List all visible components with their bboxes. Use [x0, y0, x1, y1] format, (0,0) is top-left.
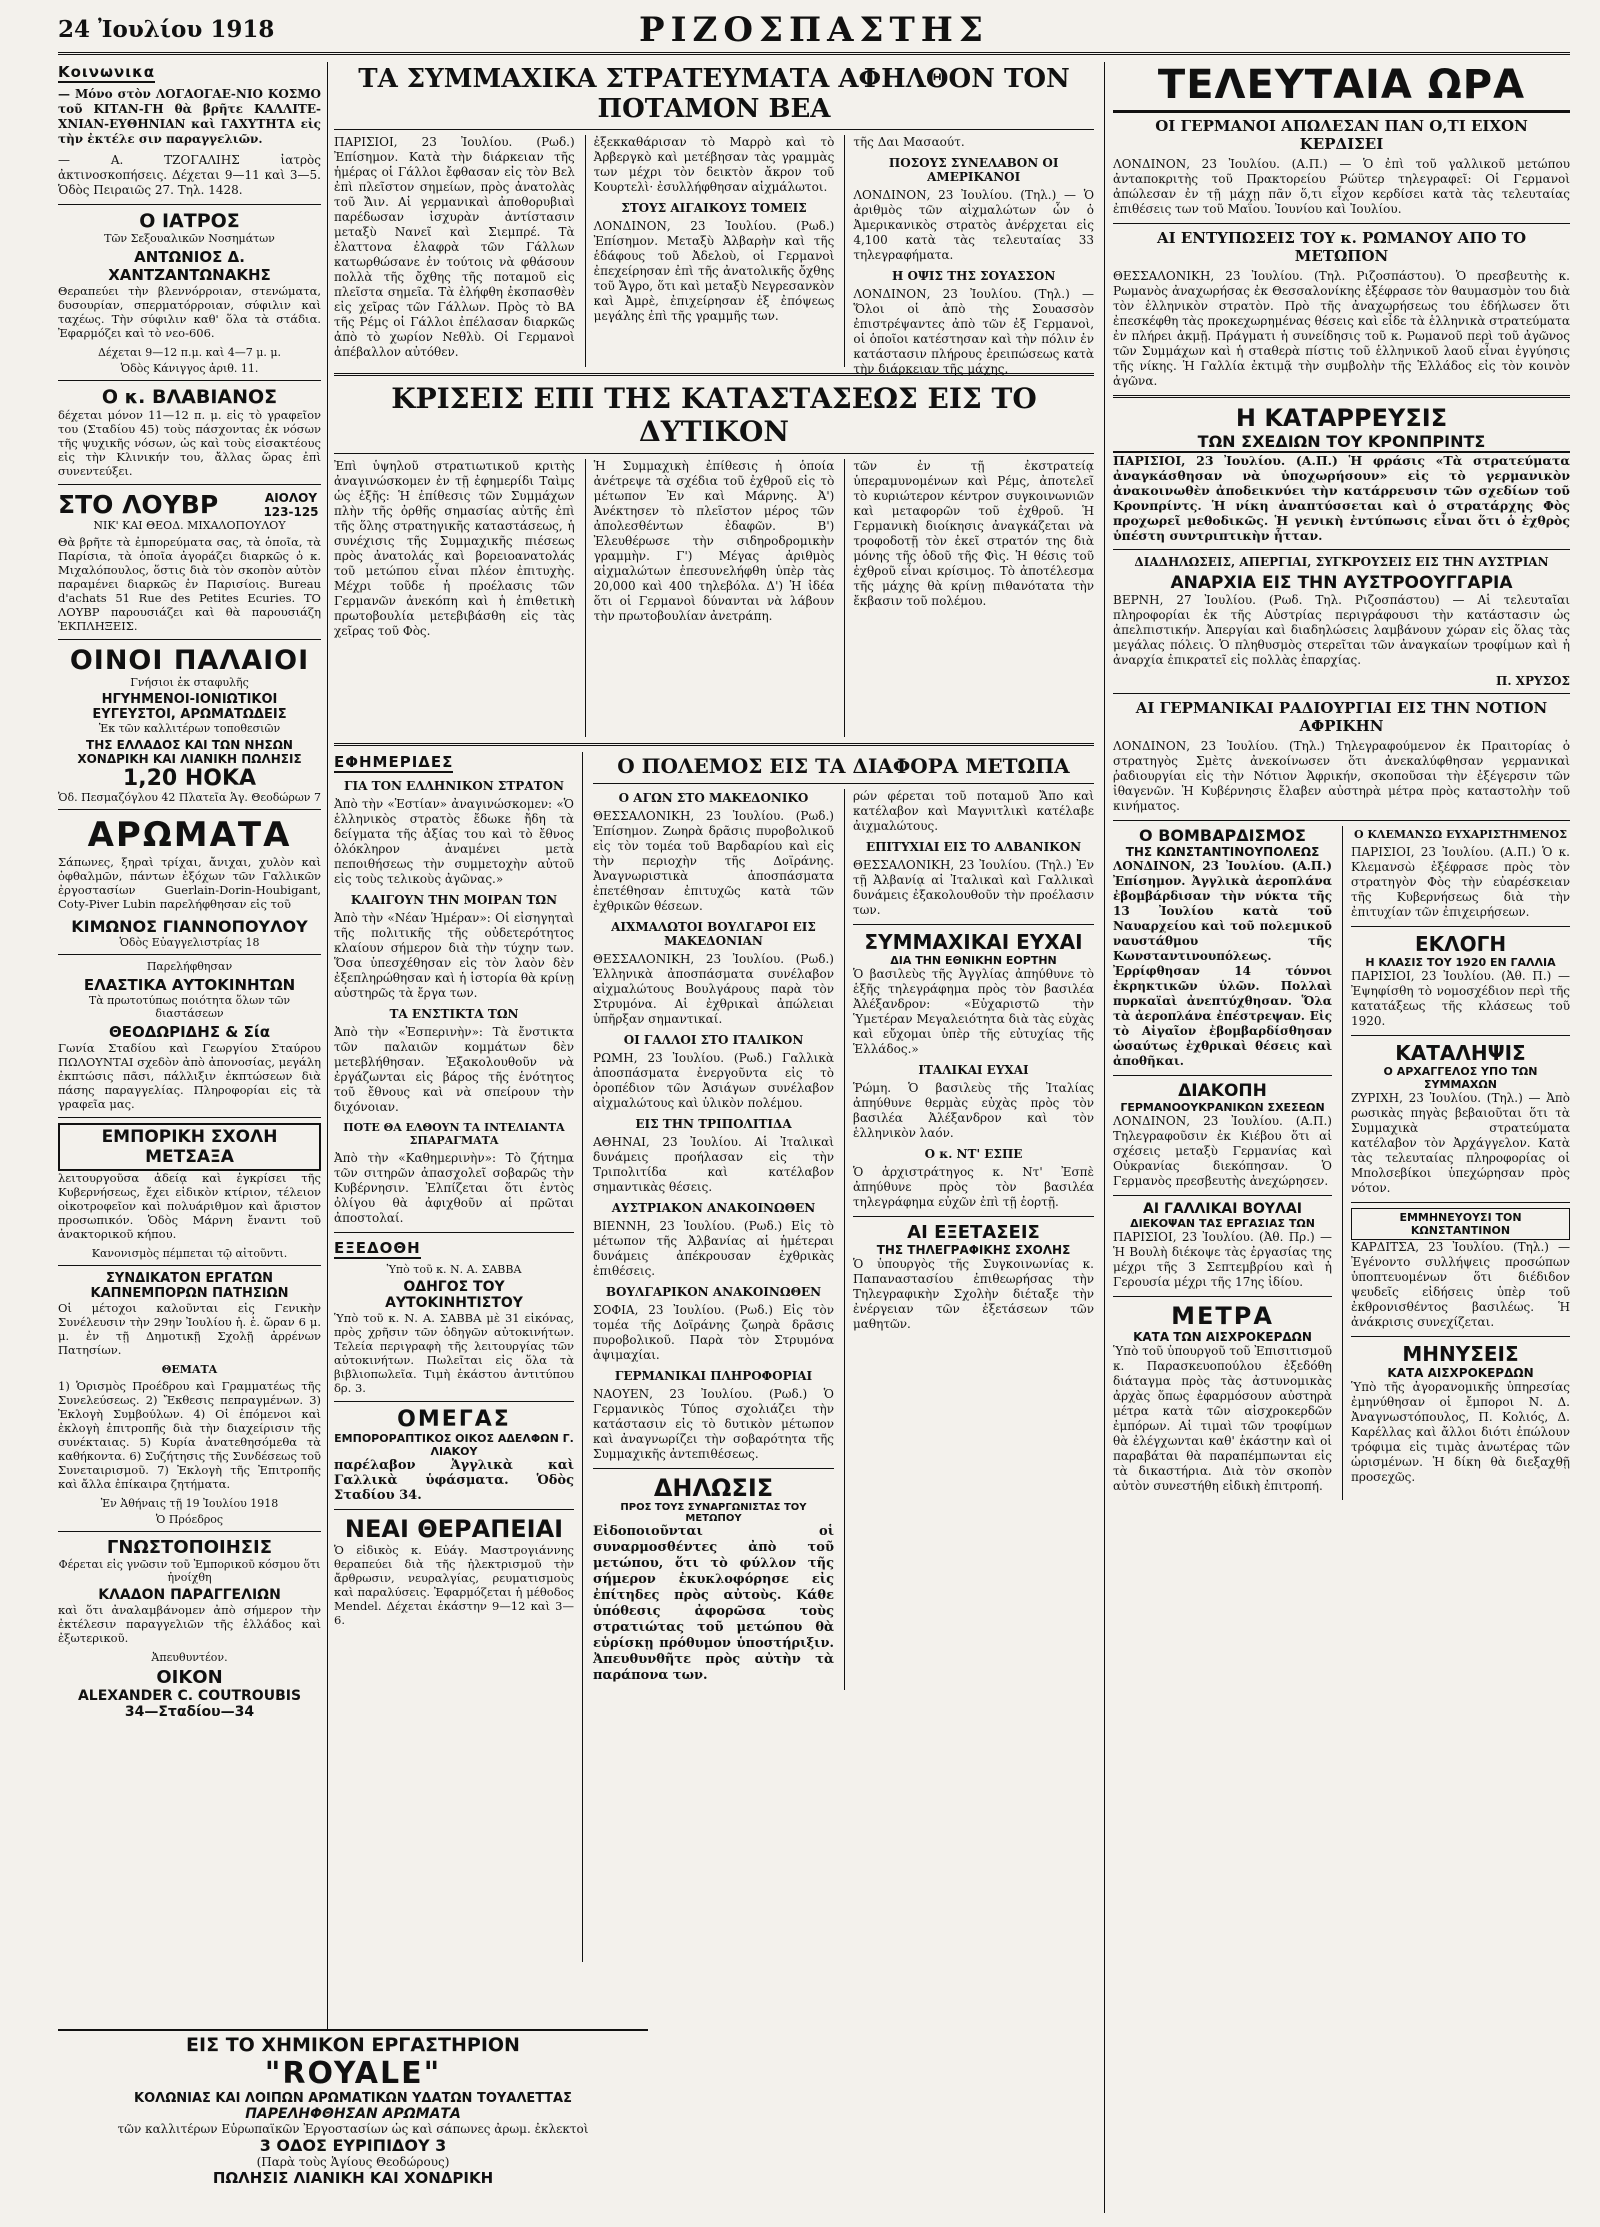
syllogos-subhead: ΘΕΜΑΤΑ	[161, 1363, 218, 1376]
royale-line-7: (Παρὰ τοὺς Ἁγίους Θεοδώρους)	[256, 2155, 450, 2169]
vlavianos-text: δέχεται μόνον 11—12 π. μ. εἰς τὸ γραφεῖον του (Σταδίου 45) τοὺς πάσχοντας ἐκ νόσων τῆς ψυχικῆς νόσων, ὡς καὶ τοὺς εἰσακτέους εἰς τὴν Κλινικήν του, ἄλλας ὥρας ἐπὶ συνεντεύξει.	[58, 408, 321, 478]
elastika-text-2: Γωνία Σταδίου καὶ Γεωργίου Σταύρου ΠΩΛΟΥΝΤΑΙ σχεδὸν ἀπὸ ἀπονοσίας, μεγάλη ἐκπτώσις πᾶσι, πάλλιξιν ἐκπτώσεων διὰ πάσης παραγγελίας. Πληροφορίαι εἰς τὰ γραφεῖα μας.	[58, 1041, 321, 1111]
metra-head: ΜΕΤΡΑ	[1171, 1302, 1274, 1330]
emporiki-text: λειτουργοῦσα ἀδείᾳ καὶ ἐγκρίσει τῆς Κυβερνήσεως, ἔχει εἰδικὸν κτίριον, τέλειον οἰκοτροφεῖον καὶ πολυάριθμον καὶ ἄριστον προσωπικόν. Ὁδὸς Μάρνη ἔναντι τοῦ ἀνακτορικοῦ κήπου.	[58, 1171, 321, 1241]
polemos-t2: ΘΕΣΣΑΛΟΝΙΚΗ, 23 Ἰουλίου. (Ρωδ.) Ἑλληνικὰ ἀποσπάσματα συνέλαβον αἰχμαλώτους Βουλγάρους παρὰ τὸν Στρυμόνα. Αἱ ἐχθρικαὶ ἀπώλειαι ὑπῆρξαν σημαντικαί.	[593, 952, 834, 1026]
top-col-2: ἐξεκκαθάρισαν τὸ Μαρρὸ καὶ τὸ Ἀρβεργκὸ καὶ μετέβησαν τὰς γραμμὰς των μέχρι τὸν δεικτὸν ἄκρον τοῦ Κουρτελὶ· ἐσυλλήφθησαν αἰχμάλωτοι.	[593, 135, 835, 194]
katalipsis-text: ΖΥΡΙΧΗ, 23 Ἰουλίου. (Τηλ.) — Ἀπὸ ρωσικὰς πηγὰς βεβαιοῦται ὅτι τὰ Συμμαχικὰ στρατεύματα κατέλαβον τὸν Ἀρχάγγελον. Κατὰ τὰς τελευταίας πληροφορίας οἱ Μπολσεβίκοι ὑπεχώρησαν πρὸς νότον.	[1351, 1091, 1570, 1195]
polemos2-t1: ρών φέρεται τοῦ ποταμοῦ Ἄπο καὶ κατέλαβον καὶ Μαγνιτλικὶ κατέλαβε ἀιχμαλώτους.	[853, 789, 1094, 833]
syllogos-items: 1) Ὁρισμὸς Προέδρου καὶ Γραμματέως τῆς Συνελεύσεως. 2) Ἔκθεσις πεπραγμένων. 3) Ἐκλογὴ Συμβούλων. 4) Οἱ ἑπόμενοι καὶ ἐκλογὴ ἐπιτροπῆς διὰ τὴν διαχείρισιν τῆς συνέκταιας. 5) Κυρία ἀνατεθησόμεθα τὰ καθήκοντα. 6) Συζήτησις τῆς Συνδέσεως τοῦ Συνεταιρισμοῦ. 7) Ἐκλογὴ τῆς Ἐπιτροπῆς καὶ ἄλλα ἐπίκαιρα ζητήματα.	[58, 1379, 321, 1491]
polemos-h2: ΑΙΧΜΑΛΩΤΟΙ ΒΟΥΛΓΑΡΟΙ ΕΙΣ ΜΑΚΕΔΟΝΙΑΝ	[611, 920, 816, 948]
top-col-1: ΠΑΡΙΣΙΟΙ, 23 Ἰουλίου. (Ρωδ.) Ἐπίσημον. Κατὰ τὴν διάρκειαν τῆς ἡμέρας οἱ Γάλλοι ἔφθασαν εἰς τὸν Βελ ἐπὶ πλεῖστον σημείων, πρὸς ἀνατολὰς τοῦ Ἄιν. Αἱ γερμανικαὶ ἀποθορυβιαὶ παρέδωσαν ἰσχυρὰν ἀντίστασιν μεταξὺ Νανεῖ καὶ Σιεμπρέ. Τὰ ἐλαττονα ἐλαφρὰ τῶν Γάλλων κατωρθώσανε ἐν τούτοις νὰ φθάσουν πολλὰ τῆς ὄχθης τῆς ποταμοῦ εἰς πλεῖστα σημεῖα. Τὰ ἐλήφθη ἐκσπασθὲν εἰς χεῖρας τῶν Γάλλων. Πρὸς τὸ ΒΑ τῆς Ρέμς οἱ Γάλλοι ἐπέλασαν διαρκῶς ἀπὸ τὸ χωρίον Νεθλὺ. Οἱ Γερμανοὶ ἀπέβαλλον αὐτόθεν.	[334, 135, 575, 359]
gnostopoiisis-head-2: ΚΛΑΔΟΝ ΠΑΡΑΓΓΕΛΙΩΝ	[98, 1587, 281, 1603]
gnostopoiisis-head: ΓΝΩΣΤΟΠΟΙΗΣΙΣ	[106, 1537, 273, 1558]
minyseis-head: ΜΗΝΥΣΕΙΣ	[1402, 1342, 1519, 1366]
therapeia-head: ΝΕΑΙ ΘΕΡΑΠΕΙΑΙ	[344, 1515, 564, 1543]
royale-line-2: "ROYALE"	[264, 2056, 442, 2091]
royale-line-4: ΠΑΡΕΛΗΦΘΗΣΑΝ ΑΡΩΜΑΤΑ	[245, 2106, 461, 2122]
polemos-h5: ΑΥΣΤΡΙΑΚΟΝ ΑΝΑΚΟΙΝΩΘΕΝ	[611, 1201, 816, 1215]
masthead	[58, 8, 1570, 55]
austria-text: ΒΕΡΝΗ, 27 Ἰουλίου. (Ρωδ. Τηλ. Ριζοσπάστου) — Αἱ τελευταῖαι πληροφορίαι ἐκ τῆς Αὐστρίας περιγράφουσι τὴν κατάστασιν ὡς ἀπελπιστικήν. Ἀπεργίαι καὶ διαδηλώσεις λαμβάνουν χώραν εἰς ὅλας τὰς μεγάλας πόλεις. Ὁ πληθυσμὸς στερεῖται τῶν ἀναγκαίων τροφίμων καὶ ἡ ἀναρχία ἐπικρατεῖ εἰς πολλὰς ἐπαρχίας.	[1113, 593, 1570, 667]
katarreusis-text: ΠΑΡΙΣΙΟΙ, 23 Ἰουλίου. (Α.Π.) Ἡ φράσις «Τὰ στρατεύματα ἀναγκάσθησαν νὰ ὑποχωρήσουν» εἰς τὸ γερμανικὸν ἀνακοινωθὲν ἀποδεικνύει τὴν κατάρρευσιν τῶν σχεδίων τοῦ Κρονπρίντς. Ἡ νίκη ἀναπτύσσεται καὶ ὁ στρατάρχης Φὸς προχωρεῖ μεθοδικῶς. Ἡ γενικὴ ἐντύπωσις εἶναι ὅτι ὁ ἐχθρὸς ὑπέστη συντριπτικὴν ἧτταν.	[1113, 453, 1570, 543]
katalipsis-sub: Ο ΑΡΧΑΓΓΕΛΟΣ ΥΠΟ ΤΩΝ ΣΥΜΜΑΧΩΝ	[1383, 1065, 1538, 1091]
efimerides-h3: ΤΑ ΕΝΣΤΙΚΤΑ ΤΩΝ	[389, 1007, 519, 1021]
top-col-3b: ΛΟΝΔΙΝΟΝ, 23 Ἰουλίου. (Τηλ.) — Ὅλοι οἱ ἀπὸ τὴς Σουασσὸν ἐπιστρέψαντες ἀπὸ τῶν ἐξ Γερμανοὶ, οἱ ὁποῖοι κατέστησαν καὶ τὴν πόλιν ἐν κατάστασιν πλήρους ἐρειπώσεως κατὰ τὴν διάρκειαν τῆς μάχης.	[853, 287, 1095, 376]
austria-sign: Π. ΧΡΥΣΟΣ	[1495, 674, 1570, 688]
oinoi-addr: Ὁδ. Πεσμαζόγλου 42 Πλατεῖα Ἁγ. Θεοδώρων 7	[58, 791, 321, 804]
oinoi-sub: Γνήσιοι ἐκ σταφυλῆς	[130, 676, 249, 689]
iatros-addr: Ὁδὸς Κάνιγγος ἀριθ. 11.	[120, 362, 259, 375]
syllogos-text: Οἱ μέτοχοι καλοῦνται εἰς Γενικὴν Συνέλευσιν τὴν 29ην Ἰουλίου ἡ. ἐ. ὥραν 6 μ. μ. ἐν τῇ Δημοτικῇ Σχολῇ ἀρρένων Πατησίων.	[58, 1301, 321, 1357]
konstantinos-text: ΚΑΡΔΙΤΣΑ, 23 Ἰουλίου. (Τηλ.) — Ἐγένοντο συλλήψεις προσώπων ὑποπτευομένων ὅτι διέδιδον ψευδεῖς εἰδήσεις ὑπὲρ τοῦ ἐκθρονισθέντος βασιλέως. Ἡ ἀνάκρισις συνεχίζεται.	[1351, 1240, 1570, 1329]
dilosis-text: Εἰδοποιοῦνται οἱ συναρμοσθέντες ἀπὸ τοῦ μετώπου, ὅτι τὸ φύλλον τῆς σήμερον ἐκυκλοφόρησε εἰς ἐπίτηδες πρὸς αὐτοὺς. Κάθε ὑπόθεσις ἀφορῶσα τοὺς στρατιώτας τοῦ μετώπου θὰ εὑρίσκῃ πρόθυμον ὑποστήριξιν. Ἀπευθυνθῆτε πρὸς αὐτὴν τὰ παράπονα των.	[593, 1524, 834, 1683]
royale-ad	[58, 2029, 648, 2213]
vlavianos-head: Ο κ. ΒΛΑΒΙΑΝΟΣ	[101, 386, 278, 408]
aromata-addr: Ὁδὸς Εὐαγγελιστρίας 18	[119, 936, 260, 949]
gnostopoiisis-addr: 34—Σταδίου—34	[124, 1704, 255, 1720]
exetaseis-head: ΑΙ ΕΞΕΤΑΣΕΙΣ	[907, 1222, 1040, 1243]
therapeia-text: Ὁ εἰδικὸς κ. Εὐάγ. Μαστρογιάννης θεραπεύει διὰ τῆς ἠλεκτρισμοῦ τὴν ἄρθρωσιν, νευραλγίας, ρευματισμοὺς καὶ παραλύσεις. Ἐφαρμόζεται ἡ μέθοδος Mendel. Δέχεται ἑκάστην 9—12 καὶ 3—6.	[334, 1543, 574, 1627]
eklogi-sub: Η ΚΛΑΣΙΣ ΤΟΥ 1920 ΕΝ ΓΑΛΛΙΑ	[1365, 956, 1556, 969]
polemos-t3: ΡΩΜΗ, 23 Ἰουλίου. (Ρωδ.) Γαλλικὰ ἀποσπάσματα ἐνεργοῦντα εἰς τὸ ὀροπέδιον τῶν Ἀσιάγων συνέλαβον αἰχμαλώτους καὶ ὑλικὸν πολέμου.	[593, 1051, 834, 1110]
polemos2-h2: ΣΥΜΜΑΧΙΚΑΙ ΕΥΧΑΙ	[864, 930, 1083, 954]
afriki-text: ΛΟΝΔΙΝΟΝ, 23 Ἰουλίου. (Τηλ.) Τηλεγραφούμενον ἐκ Πραιτορίας ὁ στρατηγὸς Σμὲτς ἀνεκοίνωσεν ὅτι ἀνεκαλύφθησαν γερμανικαὶ ῥαδιουργίαι εἰς τὴν Νότιον Ἀφρικήν, σκοποῦσαι τὴν ἐξέγερσιν τῶν ἰθαγενῶν. Ἡ Κυβέρνησις ἔλαβεν αὐστηρὰ μέτρα πρὸς καταστολὴν τοῦ κινήματος.	[1113, 739, 1570, 813]
top-col-3-sub-2: Η ΟΨΙΣ ΤΗΣ ΣΟΥΑΣΣΟΝ	[892, 269, 1056, 283]
polemos-t4: ΑΘΗΝΑΙ, 23 Ἰουλίου. Αἱ Ἰταλικαὶ δυνάμεις προήλασαν εἰς τὴν Τριπολιτίδα καὶ κατέλαβον σημαντικὰς θέσεις.	[593, 1135, 834, 1194]
polemos-t1: ΘΕΣΣΑΛΟΝΙΚΗ, 23 Ἰουλίου. (Ρωδ.) Ἐπίσημον. Ζωηρὰ δρᾶσις πυροβολικοῦ εἰς τὸν τομέα τοῦ Βαρδαρίου καὶ εἰς τὴν περιοχὴν τῆς Δοϊράνης. Ἀναγνωριστικὰ ἀποσπάσματα ἐπετέθησαν ἐπιτυχῶς κατὰ τῶν ἐχθρικῶν θέσεων.	[593, 809, 834, 913]
koinonika-text: — Μόνο στὸν ΛΟΓΑΟΓΑΕ-ΝΙΟ ΚΟΣΜΟ τοῦ ΚΙΤΑΝ-ΓΗ θὰ βρῆτε ΚΑΛΛΙΤΕ-ΧΝΙΑΝ-ΕΥΘΗΝΙΑΝ καὶ ΓΑΧΥΤΗΤΑ εἰς τὴν ἐκτέλε σιν παραγγελιῶν.	[58, 87, 321, 146]
minyseis-sub: ΚΑΤΑ ΑΙΣΧΡΟΚΕΡΔΩΝ	[1387, 1366, 1534, 1380]
royale-line-8: ΠΩΛΗΣΙΣ ΛΙΑΝΙΚΗ ΚΑΙ ΧΟΝΔΡΙΚΗ	[212, 2169, 494, 2187]
efimerides-h4: ΠΟΤΕ ΘΑ ΕΛΘΟΥΝ ΤΑ ΙΝΤΕΛΙΑΝΤΑ ΣΠΑΡΑΓΜΑΤΑ	[343, 1121, 565, 1147]
aromata-head: ΑΡΩΜΑΤΑ	[87, 815, 292, 855]
austria-head: ΔΙΑΔΗΛΩΣΕΙΣ, ΑΠΕΡΓΙΑΙ, ΣΥΓΚΡΟΥΣΕΙΣ ΕΙΣ ΤΗΝ ΑΥΣΤΡΙΑΝ	[1134, 555, 1549, 569]
eklogi-text: ΠΑΡΙΣΙΟΙ, 23 Ἰουλίου. (Ἀθ. Π.) — Ἐψηφίσθη τὸ νομοσχέδιον περὶ τῆς κατατάξεως τῆς κλάσεως τοῦ 1920.	[1351, 969, 1570, 1028]
krisis-col-3: τῶν ἐν τῇ ἐκστρατείᾳ ὑπεραμυνομένων καὶ Ρέμς, ἀποτελεῖ τὸ κυριώτερον κέντρον συγκοινωνιῶν καὶ μεταφορῶν τοῦ ἐχθροῦ. Ἡ Γερμανικὴ διοίκησις ἀναγκάζεται νὰ τροφοδοτῇ τὸν ἐκεῖ στρατόν της διὰ μόνης τῆς ὁδοῦ τῆς Φὶς. Ἡ θέσις τοῦ ἐχθροῦ εἶναι κρίσιμος. Τὸ ἀποτέλεσμα τῆς μάχης θὰ κρίνῃ πιθανότατα τὴν ἔκβασιν τοῦ πολέμου.	[853, 459, 1095, 608]
krisis-col-1: Ἐπὶ ὑψηλοῦ στρατιωτικοῦ κριτὴς ἀναγινώσκομεν ἐν τῇ ἐφημερίδι Ταὶμς ὡς ἑξῆς: Ἡ ἐπίθεσις τῶν Συμμάχων πλὴν τῆς ὀρθῆς σημασίας αὐτῆς ἐπὶ τῆς ὅλης στρατηγικῆς καταστάσεως, ἡ συνέχισις τῆς Συμμαχικῆς πιέσεως πρὸς ἀνατολάς καὶ βορειοανατολάς τοῦ μετώπου εἶναι πλέον ἐπιτυχὴς. Μέχρι τοῦδε ἡ προέλασις τῶν Γερμανῶν ἀνεκόπη καὶ ἡ ἐπιθετικὴ πρωτοβουλία μετεβιβάσθη εἰς τὰς χεῖρας τοῦ Φὸς.	[334, 459, 575, 638]
polemos-headline: Ο ΠΟΛΕΜΟΣ ΕΙΣ ΤΑ ΔΙΑΦΟΡΑ ΜΕΤΩΠΑ	[617, 754, 1070, 778]
gnostopoiisis-name: ΟΙΚΟΝ	[156, 1667, 223, 1688]
section-efimerides: ΕΦΗΜΕΡΙΔΕΣ	[334, 753, 454, 771]
right-column	[1104, 62, 1570, 2213]
oinoi-head: ΟΙΝΟΙ ΠΑΛΑΙΟΙ	[69, 645, 310, 676]
exodos-head: ΟΔΗΓΟΣ ΤΟΥ ΑΥΤΟΚΙΝΗΤΙΣΤΟΥ	[385, 1279, 523, 1311]
syllogos-sign-2: Ὁ Πρόεδρος	[155, 1513, 224, 1526]
metra-sub: ΚΑΤΑ ΤΩΝ ΑΙΣΧΡΟΚΕΡΔΩΝ	[1133, 1330, 1312, 1344]
polemos2-h2b: ΔΙΑ ΤΗΝ ΕΘΝΙΚΗΝ ΕΟΡΤΗΝ	[890, 954, 1057, 967]
bomb-text: ΛΟΝΔΙΝΟΝ, 23 Ἰουλίου. (Α.Π.) Ἐπίσημον. Ἀγγλικὰ ἀεροπλάνα ἐβομβάρδισαν τὴν νύκτα τῆς 13 Ἰουλίου κατὰ τοῦ Ναυαρχείου καὶ τοῦ πολεμικοῦ ναυστάθμου τῆς Κωνσταντινουπόλεως. Ἐρρίφθησαν 14 τόννοι ἐκρηκτικῶν ὑλῶν. Πολλαὶ πυρκαϊαὶ ἀνεπτύχθησαν. Ὅλα τὰ ἀεροπλάνα ἐπέστρεψαν. Εἰς τὸ Αἰγαῖον ἐβομβαρδίσθησαν ὡσαύτως ἐχθρικαὶ θέσεις καὶ ἀποθῆκαι.	[1113, 859, 1332, 1068]
exodos-text: Ὑπὸ τοῦ κ. Ν. Α. ΣΑΒΒΑ μὲ 31 εἰκόνας, πρὸς χρῆσιν τῶν ὁδηγῶν αὐτοκινήτων. Τελεία περιγραφὴ τῆς λειτουργίας τῶν αὐτοκινήτων. Πωλεῖται εἰς ὅλα τὰ βιβλιοπωλεῖα. Τιμὴ ἑκάστου ἀντιτύπου δρ. 3.	[334, 1311, 574, 1395]
oinoi-line-3: Ἐκ τῶν καλλιτέρων τοποθεσιῶν	[98, 722, 281, 735]
exodos-sub: Ὑπὸ τοῦ κ. Ν. Α. ΣΑΒΒΑ	[386, 1263, 522, 1276]
iatros-name: ΑΝΤΩΝΙΟΣ Δ. ΧΑΝΤΖΑΝΤΩΝΑΚΗΣ	[108, 248, 271, 284]
elastika-sub: Παρελήφθησαν	[146, 960, 233, 973]
aromata-text: Σάπωνες, ξηραὶ τρίχαι, ἄνιχαι, χυλὸν καὶ ὀφθαλμῶν, πάντων ἐξόχων τῶν Γαλλικῶν ἐργοστασίων Guerlain-Dorin-Houbigant, Coty-Piver Lubin παρελήφθησαν εἰς τοῦ	[58, 855, 321, 911]
right-h2: ΑΙ ΕΝΤΥΠΩΣΕΙΣ ΤΟΥ κ. ΡΩΜΑΝΟΥ ΑΠΟ ΤΟ ΜΕΤΩΠΟΝ	[1156, 229, 1527, 265]
konstantinos-head: ΕΜΜΗΝΕΥΟΥΣΙ ΤΟΝ ΚΩΝΣΤΑΝΤΙΝΟΝ	[1351, 1208, 1570, 1240]
polemos2-t2: ΘΕΣΣΑΛΟΝΙΚΗ, 23 Ἰουλίου. (Τηλ.) Ἐν τῇ Ἀλβανίᾳ αἱ Ἰταλικαὶ καὶ Γαλλικαὶ δυνάμεις ἐξακολουθοῦν τὴν προέλασιν των.	[853, 858, 1094, 917]
royale-line-6: 3 ΟΔΟΣ ΕΥΡΙΠΙΔΟΥ 3	[259, 2136, 447, 2155]
exetaseis-sub: ΤΗΣ ΤΗΛΕΓΡΑΦΙΚΗΣ ΣΧΟΛΗΣ	[876, 1243, 1071, 1257]
oinoi-line-2: ΕΥΓΕΥΣΤΟΙ, ΑΡΩΜΑΤΩΔΕΙΣ	[92, 707, 287, 722]
diakopi-head: ΔΙΑΚΟΠΗ	[1178, 1081, 1267, 1101]
austria-head-2: ΑΝΑΡΧΙΑ ΕΙΣ ΤΗΝ ΑΥΣΤΡΟΟΥΓΓΑΡΙΑ	[1170, 573, 1513, 593]
polemos2-t4: Ῥώμη. Ὁ βασιλεὺς τῆς Ἰταλίας ἀπηύθυνε θερμὰς εὐχὰς πρὸς τὸν βασιλέα Ἀλέξανδρον καὶ τὸν ἑλληνικὸν λαόν.	[853, 1081, 1094, 1140]
polemos2-t3: Ὁ βασιλεὺς τῆς Ἀγγλίας ἀπηύθυνε τὸ ἑξῆς τηλεγράφημα πρὸς τὸν βασιλέα Ἀλέξανδρον: «Εὐχαριστῶ τὴν Ὑμετέραν Μεγαλειότητα διὰ τὰς εὐχὰς καὶ εὔχομαι ὑπὲρ τῆς εὐτυχίας τῆς Ἑλλάδος.»	[853, 967, 1094, 1056]
polemos-t6: ΣΟΦΙΑ, 23 Ἰουλίου. (Ρωδ.) Εἰς τὸν τομέα τῆς Δοϊράνης ζωηρὰ δρᾶσις πυροβολικοῦ. Παρὰ τὸν Στρυμόνα ἀψιμαχίαι.	[593, 1303, 834, 1362]
oinoi-line-5: ΧΟΝΔΡΙΚΗ ΚΑΙ ΛΙΑΝΙΚΗ ΠΩΛΗΣΙΣ	[77, 752, 302, 766]
right-t2: ΘΕΣΣΑΛΟΝΙΚΗ, 23 Ἰουλίου. (Τηλ. Ριζοσπάστου). Ὁ πρεσβευτὴς κ. Ρωμανὸς ἀναχωρήσας ἐκ Θεσσαλονίκης ἐξέφρασε τὸν θαυμασμὸν του διὰ τὸν ἑλληνικὸν στρατὸν. Πρὸ τῆς ἀναχωρήσεως του ἐδήλωσεν ὅτι ἐπεσκέφθη τὰς προκεχωρημένας θέσεις καὶ εἶδε τὰ ἑλληνικὰ στρατεύματα ἐν πλήρει ἀκμῇ. Πράγματι ἡ συνείδησις τοῦ κ. Ρωμανοῦ περὶ τοῦ ἀγῶνος τῶν Συμμάχων καὶ ἡ σταθερὰ πίστις τοῦ ἑλληνικοῦ λαοῦ εἶναι ἐγγύησις τῆς νίκης. Ἡ Γαλλία ἐκτιμᾷ τὴν συμβολὴν τῆς Ἑλλάδος εἰς τὸν κοινὸν ἀγῶνα.	[1113, 269, 1570, 388]
bomb-head: Ο ΒΟΜΒΑΡΔΙΣΜΟΣ	[1139, 826, 1306, 845]
aromata-name: ΚΙΜΩΝΟΣ ΓΙΑΝΝΟΠΟΥΛΟΥ	[71, 917, 308, 936]
bomb-head-2: ΤΗΣ ΚΩΝΣΤΑΝΤΙΝΟΥΠΟΛΕΩΣ	[1125, 845, 1320, 859]
iatros-head: Ο ΙΑΤΡΟΣ	[139, 210, 240, 232]
efimerides-t2: Ἀπὸ τὴν «Νέαν Ἡμέραν»: Οἱ εἰσηγηταὶ τῆς πολιτικῆς τῆς οὐδετερότητος κλαίουν σήμερον διὰ τὴν τύχην των. Ὅσα ὑπεσχέθησαν εἰς τὸν λαὸν δὲν ἐξεπληρώθησαν καὶ ἡ ἱστορία θὰ κρίνῃ αὐστηρῶς τὰ ἔργα των.	[334, 911, 574, 1000]
top-col-2-sub: ΣΤΟΥΣ ΑΙΓΑΙΚΟΥΣ ΤΟΜΕΙΣ	[621, 201, 807, 215]
gallikai-head: ΑΙ ΓΑΛΛΙΚΑΙ ΒΟΥΛΑΙ	[1143, 1201, 1302, 1217]
omegas-text: παρέλαβον Ἀγγλικὰ καὶ Γαλλικὰ ὑφάσματα. Ὁδὸς Σταδίου 34.	[334, 1458, 574, 1503]
katarreusis-head: Η ΚΑΤΑΡΡΕΥΣΙΣ	[1235, 404, 1448, 432]
polemos-t7: ΝΑΟΥΕΝ, 23 Ἰουλίου. (Ρωδ.) Ὁ Γερμανικὸς Τύπος σχολιάζει τὴν κατάστασιν εἰς τὸ δυτικὸν μέτωπον καὶ ἀναγνωρίζει τὴν σοβαρότητα τῆς Συμμαχικῆς ἀντεπιθέσεως.	[593, 1387, 834, 1461]
top-col-2b: ΛΟΝΔΙΝΟΝ, 23 Ἰουλίου. (Ρωδ.) Ἐπίσημον. Μεταξὺ Ἀλβαρὴν καὶ τῆς ἑδάφους τοῦ Ἀδελοὺ, οἱ Γερμανοὶ ἐπεχείρησαν ἐπὶ τῆς ἀνατολικῆς ὄχθης τοῦ Ἄγρο, ὅτι καὶ μεταξὺ Νεγρεσανκὸν καὶ Ἀμρὲ, ἐπιχείρησαν ἐξ ἐπόψεως μεγάλης ἐπὶ τῆς γραμμῆς των.	[593, 219, 835, 323]
emporiki-text-2: Κανονισμὸς πέμπεται τῷ αἰτοῦντι.	[91, 1247, 288, 1260]
gnostopoiisis-text-2: καὶ ὅτι ἀναλαμβάνομεν ἀπὸ σήμερον τὴν ἐκτέλεσιν παραγγελιῶν τῆς ἑλλάδος καὶ ἐξωτερικοῦ.	[58, 1603, 321, 1645]
top-col-3a: ΛΟΝΔΙΝΟΝ, 23 Ἰουλίου. (Τηλ.) — Ὁ ἀριθμὸς τῶν αἰχμαλώτων ὧν ὁ Ἀμερικανικὸς στρατὸς ἀνέρχεται εἰς 4,100 κατὰ τὰς τελευταίας 33 τηλεγραφήματα.	[853, 188, 1095, 262]
elastika-name: ΘΕΟΔΩΡΙΔΗΣ & Σία	[108, 1023, 270, 1041]
headline-krisis: ΚΡΙΣΕΙΣ ΕΠΙ ΤΗΣ ΚΑΤΑΣΤΑΣΕΩΣ ΕΙΣ ΤΟ ΔΥΤΙΚΟΝ	[391, 382, 1037, 448]
elastika-text: Τὰ πρωτοτύπως ποιότητα ὅλων τῶν διαστάσεων	[88, 994, 291, 1020]
exetaseis-text: Ὁ ὑπουργὸς τῆς Συγκοινωνίας κ. Παπαναστασίου ἐπιθεωρήσας τὴν Τηλεγραφικὴν Σχολὴν διέταξε τὴν ἐνέργειαν τῶν ἐξετάσεων τῶν μαθητῶν.	[853, 1257, 1094, 1331]
efimerides-t1: Ἀπὸ τὴν «Ἑστίαν» ἀναγινώσκομεν: «Ὁ ἑλληνικὸς στρατὸς ἔδωκε ἤδη τὰ δείγματα τῆς ἀξίας του καὶ τὸ ἔθνος ὁλόκληρον ἀναμένει μετὰ πεποιθήσεως τὴν συμμετοχὴν αὐτοῦ εἰς τοὺς τελικοὺς ἀγῶνας.»	[334, 797, 574, 886]
efimerides-column	[334, 752, 583, 1962]
diakopi-text: ΛΟΝΔΙΝΟΝ, 23 Ἰουλίου. (Α.Π.) Τηλεγραφοῦσιν ἐκ Κιέβου ὅτι αἱ σχέσεις μεταξὺ Γερμανίας καὶ Οὐκρανίας διεκόπησαν. Ὁ Γερμανὸς πρεσβευτὴς ἀνεχώρησεν.	[1113, 1114, 1332, 1188]
efimerides-t3: Ἀπὸ τὴν «Ἑσπερινὴν»: Τὰ ἔνστικτα τῶν παλαιῶν κομμάτων δὲν μετεβλήθησαν. Ἐξακολουθοῦν νὰ ἐργάζωνται εἰς βάρος τῆς ἑνότητος τοῦ ἔθνους καὶ νὰ σπείρουν τὴν διχόνοιαν.	[334, 1025, 574, 1114]
dilosis-sub: ΠΡΟΣ ΤΟΥΣ ΣΥΝΑΡΓΩΝΙΣΤΑΣ ΤΟΥ ΜΕΤΩΠΟΥ	[620, 1502, 807, 1524]
metra-text: Ὑπὸ τοῦ ὑπουργοῦ τοῦ Ἐπισιτισμοῦ κ. Παρασκευοπούλου ἐξεδόθη διάταγμα πρὸς τὰς ἀστυνομικὰς ἀρχὰς ὅπως ἐφαρμόσουν αὐστηρὰ μέτρα κατὰ τῶν αἰσχροκερδῶν ἐμπόρων. Αἱ τιμαὶ τῶν τροφίμων θὰ ἐλέγχωνται καθ' ἑκάστην καὶ οἱ παραβάται θὰ παραπέμπωνται εἰς τὰ δικαστήρια. Διὰ τὸν σκοπὸν αὐτὸν συνεστήθη εἰδικὴ ἐπιτροπή.	[1113, 1344, 1332, 1493]
gnostopoiisis-text: Φέρεται εἰς γνῶσιν τοῦ Ἐμπορικοῦ κόσμου ὅτι ἠνοίχθη	[58, 1558, 321, 1584]
royale-line-5: τῶν καλλιτέρων Εὐρωπαϊκῶν Ἐργοστασίων ὡς καὶ σάπωνες ἀρωμ. ἐκλεκτοὶ	[117, 2122, 589, 2136]
polemos-section	[593, 752, 1094, 1962]
polemos-h6: ΒΟΥΛΓΑΡΙΚΟΝ ΑΝΑΚΟΙΝΩΘΕΝ	[605, 1285, 822, 1299]
iatros-sub: Τῶν Σεξουαλικῶν Νοσημάτων	[104, 232, 275, 245]
efimerides-t4: Ἀπὸ τὴν «Καθημερινὴν»: Τὸ ζήτημα τῶν σιτηρῶν ἀπασχολεῖ σοβαρῶς τὴν Κυβέρνησιν. Ἐλπίζεται ὅτι ἐντὸς ὀλίγου θὰ ἀφιχθοῦν αἱ πρῶται ἀποστολαί.	[334, 1151, 574, 1225]
elastika-head: ΕΛΑΣΤΙΚΑ ΑΥΤΟΚΙΝΗΤΩΝ	[83, 976, 296, 994]
oinoi-price: 1,20 ΗΟΚΑ	[122, 766, 257, 791]
katalipsis-head: ΚΑΤΑΛΗΨΙΣ	[1395, 1041, 1526, 1065]
gnostopoiisis-name-2: ALEXANDER C. COUTROUBIS	[77, 1688, 302, 1704]
polemos-h3: ΟΙ ΓΑΛΛΟΙ ΣΤΟ ΙΤΑΛΙΚΟΝ	[623, 1033, 804, 1047]
royale-line-1: ΕΙΣ ΤΟ ΧΗΜΙΚΟΝ ΕΡΓΑΣΤΗΡΙΟΝ	[186, 2034, 520, 2056]
section-koinonika: Κοινωνικα	[58, 63, 156, 81]
syllogos-sign: Ἐν Ἀθήναις τῇ 19 Ἰουλίου 1918	[100, 1497, 279, 1510]
polemos2-t5: Ὁ ἀρχιστράτηγος κ. Ντ' Ἐσπὲ ἀπηύθυνε πρὸς τὸν βασιλέα τηλεγράφημα εὐχῶν ἐπὶ τῇ ἐορτῇ.	[853, 1165, 1094, 1209]
louvre-text: Θὰ βρῆτε τὰ ἐμπορεύματα σας, τὰ ὁποῖα, τὰ Παρίσια, τὰ ὁποῖα ἀγοράζει διαρκῶς ὁ κ. Μιχαλόπουλος, ὅστις διὰ τὸν σκοπὸν αὐτὸν παραμένει διαρκῶς ἐν Παρισίοις. Bureau d'achats 51 Rue des Petites Ecuries. ΤΟ ΛΟΥΒΡ παρουσιάζει καὶ θὰ παρουσιάζη ἘΚΠΛΗΞΕΙΣ.	[58, 535, 321, 633]
polemos2-h3: ΙΤΑΛΙΚΑΙ ΕΥΧΑΙ	[918, 1063, 1029, 1077]
diakopi-head-2: ΓΕΡΜΑΝΟΟΥΚΡΑΝΙΚΩΝ ΣΧΕΣΕΩΝ	[1120, 1101, 1325, 1114]
left-column	[58, 62, 328, 2213]
louvre-head: ΣΤΟ ΛΟΥΒΡ	[58, 490, 219, 519]
omegas-sub: ΕΜΠΟΡΟΡΑΠΤΙΚΟΣ ΟΙΚΟΣ ΑΔΕΛΦΩΝ Γ. ΛΙΑΚΟΥ	[334, 1432, 574, 1458]
krisis-col-2: Ἡ Συμμαχικὴ ἐπίθεσις ἡ ὁποία ἀνέτρεψε τὰ σχέδια τοῦ ἐχθροῦ εἰς τὸ μέτωπον Ἐν καὶ Μάρνης. Ἀ') Ἀνέκτησεν τὸ πλεῖστον μέρος τῶν ἀπολεσθέντων ἐδαφῶν. Β') Ἐλευθέρωσε τὴν σιδηροδρομικὴν γραμμὴν. Γ') Μέγας ἀριθμὸς αἰχμαλώτων ἐπεσυνελήφθη ὑπὲρ τὰς 20,000 καὶ 400 τηλεβόλα. Δ') Ἡ ἰδέα ὅτι οἱ Γερμανοὶ δύνανται νὰ λάβουν τὴν πρωτοβουλίαν ἀνετράπη.	[593, 459, 835, 623]
teleutaia-ora-banner: ΤΕΛΕΥΤΑΙΑ ΩΡΑ	[1113, 62, 1570, 113]
issue-date: 24 Ἰουλίου 1918	[58, 16, 275, 43]
louvre-number: ΑΙΟΛΟΥ 123-125	[263, 491, 319, 519]
polemos-t5: ΒΙΕΝΝΗ, 23 Ἰουλίου. (Ρωδ.) Εἰς τὸ μέτωπον τῆς Ἀλβανίας αἱ ἡμέτεραι δυνάμεις ἀπέκρουσαν ἐχθρικὰς ἐπιθέσεις.	[593, 1219, 834, 1278]
syllogos-head: ΣΥΝΔΙΚΑΤΟΝ ΕΡΓΑΤΩΝ ΚΑΠΝΕΜΠΟΡΩΝ ΠΑΤΗΣΙΩΝ	[90, 1271, 289, 1301]
top-col-3: τῆς Δαι Μασαούτ.	[853, 135, 965, 149]
royale-line-3: ΚΟΛΩΝΙΑΣ ΚΑΙ ΛΟΙΠΩΝ ΑΡΩΜΑΤΙΚΩΝ ΥΔΑΤΩΝ ΤΟΥΑΛΕΤΤΑΣ	[134, 2091, 572, 2106]
klemanso-head: Ο ΚΛΕΜΑΝΣΩ ΕΥΧΑΡΙΣΤΗΜΕΝΟΣ	[1353, 828, 1568, 841]
gallikai-sub: ΔΙΕΚΟΨΑΝ ΤΑΣ ΕΡΓΑΣΙΑΣ ΤΩΝ	[1130, 1217, 1315, 1230]
section-exodos: ΕΞΕΔΟΘΗ	[334, 1239, 421, 1257]
emporiki-head: ΕΜΠΟΡΙΚΗ ΣΧΟΛΗ ΜΕΤΣΑΞΑ	[58, 1123, 321, 1171]
polemos-h1: Ο ΑΓΩΝ ΣΤΟ ΜΑΚΕΔΟΝΙΚΟ	[618, 791, 809, 805]
newspaper-title: ΡΙΖΟΣΠΑΣΤΗΣ	[639, 10, 989, 50]
gallikai-text: ΠΑΡΙΣΙΟΙ, 23 Ἰουλίου. (Ἀθ. Πρ.) — Ἡ Βουλὴ διέκοψε τὰς ἐργασίας της μέχρι τῆς 3 Σεπτεμβρίου καὶ ἡ Γερουσία μέχρι τῆς 17ης ἰδίου.	[1113, 1230, 1332, 1289]
oinoi-line-4: ΤΗΣ ΕΛΛΑΔΟΣ ΚΑΙ ΤΩΝ ΝΗΣΩΝ	[86, 738, 293, 752]
dilosis-head: ΔΗΛΩΣΙΣ	[653, 1474, 774, 1502]
polemos2-h4: Ο κ. ΝΤ' ΕΣΠΕ	[924, 1147, 1023, 1161]
polemos2-h1: ΕΠΙΤΥΧΙΑΙ ΕΙΣ ΤΟ ΑΛΒΑΝΙΚΟΝ	[865, 840, 1082, 854]
afriki-head: ΑΙ ΓΕΡΜΑΝΙΚΑΙ ΡΑΔΙΟΥΡΓΙΑΙ ΕΙΣ ΤΗΝ ΝΟΤΙΟΝ ΑΦΡΙΚΗΝ	[1135, 699, 1548, 735]
katarreusis-head-2: ΤΩΝ ΣΧΕΔΙΩΝ ΤΟΥ ΚΡΟΝΠΡΙΝΤΣ	[1113, 432, 1570, 453]
page-body	[58, 62, 1570, 2213]
headline-top: ΤΑ ΣΥΜΜΑΧΙΚΑ ΣΤΡΑΤΕΥΜΑΤΑ ΑΦΗΛΘΟΝ ΤΟΝ ΠΟΤΑΜΟΝ ΒΕΑ	[358, 64, 1070, 124]
iatros-text: Θεραπεύει τὴν βλεννόρροιαν, στενώματα, δυσουρίαν, σπερματόρροιαν, σύφιλιν καὶ ταχέως. Τὴν σύφιλιν καθ' ὅλα τὰ στάδια. Ἐφαρμόζει καὶ τὸ νεο-606.	[58, 284, 321, 340]
koinonika-text-2: — Α. ΤΖΟΓΑΛΙΗΣ ἰατρὸς ἀκτινοσκοπήσεις. Δέχεται 9—11 καὶ 3—5. Ὁδὸς Πειραιῶς 27. Τηλ. 1428.	[58, 153, 321, 197]
minyseis-text: Ὑπὸ τῆς ἀγορανομικῆς ὑπηρεσίας ἐμηνύθησαν οἱ ἔμποροι Ν. Δ. Ἀναγνωστόπουλος, Π. Κολιός, Δ. Καρέλλας καὶ ἄλλοι διότι ἐπώλουν τρόφιμα εἰς τιμὰς ἀνωτέρας τῶν ὡρισμένων. Ἡ δίκη θὰ διεξαχθῇ προσεχῶς.	[1351, 1380, 1570, 1484]
polemos-h4: ΕΙΣ ΤΗΝ ΤΡΙΠΟΛΙΤΙΔΑ	[635, 1117, 792, 1131]
eklogi-head: ΕΚΛΟΓΗ	[1414, 932, 1507, 956]
top-col-3-sub: ΠΟΣΟΥΣ ΣΥΝΕΛΑΒΟΝ ΟΙ ΑΜΕΡΙΚΑΝΟΙ	[888, 156, 1059, 184]
right-t1: ΛΟΝΔΙΝΟΝ, 23 Ἰουλίου. (Α.Π.) — Ὁ ἐπὶ τοῦ γαλλικοῦ μετώπου ἀνταποκριτὴς τοῦ Πρακτορείου Ρώϋτερ τηλεγραφεῖ: Οἱ Γερμανοὶ ἀπώλεσαν ἐν τῇ μάχῃ πᾶν ὅ,τι εἶχον κερδίσει κατὰ τὰς τελευταίας ἐπιθέσεις των τοῦ Μαΐου. Ἰουνίου καὶ Ἰουλίου.	[1113, 157, 1570, 216]
klemanso-text: ΠΑΡΙΣΙΟΙ, 23 Ἰουλίου. (Α.Π.) Ὁ κ. Κλεμανσὼ ἐξέφρασε πρὸς τὸν στρατηγὸν Φὸς τὴν εὐαρέσκειαν τῆς Κυβερνήσεως διὰ τὴν ἐπιτυχίαν τῶν ἐπιχειρήσεων.	[1351, 845, 1570, 919]
louvre-owners: ΝΙΚ' ΚΑΙ ΘΕΟΔ. ΜΙΧΑΛΟΠΟΥΛΟΥ	[93, 519, 286, 532]
iatros-hours: Δέχεται 9—12 π.μ. καὶ 4—7 μ. μ.	[97, 346, 282, 359]
efimerides-h1: ΓΙΑ ΤΟΝ ΕΛΛΗΝΙΚΟΝ ΣΤΡΑΤΟΝ	[344, 779, 564, 793]
right-h1: ΟΙ ΓΕΡΜΑΝΟΙ ΑΠΩΛΕΣΑΝ ΠΑΝ Ο,ΤΙ ΕΙΧΟΝ ΚΕΡΔΙΣΕΙ	[1155, 117, 1528, 153]
middle-section	[334, 62, 1094, 2213]
gnostopoiisis-text-3: Ἀπευθυντέον.	[151, 1651, 228, 1664]
efimerides-h2: ΚΛΑΙΓΟΥΝ ΤΗΝ ΜΟΙΡΑΝ ΤΩΝ	[350, 893, 558, 907]
omegas-head: ΟΜΕΓΑΣ	[397, 1407, 511, 1432]
oinoi-line-1: ΗΓΥΗΜΕΝΟΙ-ΙΟΝΙΩΤΙΚΟΙ	[101, 692, 278, 707]
polemos-h7: ΓΕΡΜΑΝΙΚΑΙ ΠΛΗΡΟΦΟΡΙΑΙ	[614, 1369, 813, 1383]
